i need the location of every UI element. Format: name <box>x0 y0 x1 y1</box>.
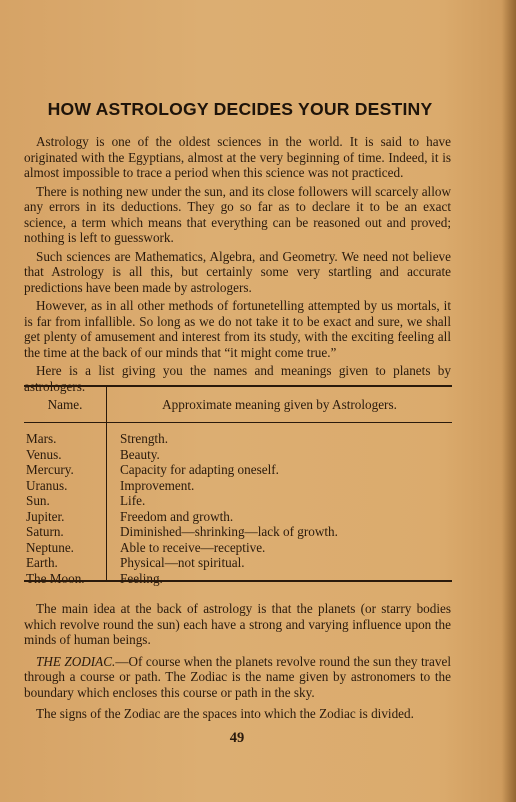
planet-meaning: Beauty. <box>120 446 160 462</box>
planet-name: Venus. <box>26 446 62 462</box>
paragraph: The signs of the Zodiac are the spaces into which the Zodiac is divided. <box>36 706 414 721</box>
zodiac-text <box>24 601 451 728</box>
table-row <box>24 478 452 494</box>
table-row <box>24 447 452 463</box>
zodiac-subheading: THE ZODIAC. <box>36 653 116 669</box>
planet-meaning: Feeling. <box>120 570 163 586</box>
table-row <box>24 540 452 556</box>
table-row <box>24 555 452 571</box>
paragraph: However, as in all other methods of fortunetelling attempted by us mortals, it is far from infallible. So long as we do not take it to be exact and sure, we shall get plenty of amusement and interest from its study, with the exciting feeling all the time at the back of our minds that “it might come true.” <box>24 298 451 360</box>
planet-meaning: Able to receive—receptive. <box>120 539 266 555</box>
planet-meaning: Physical—not spiritual. <box>120 555 245 570</box>
paragraph: Here is a list giving you the names and meanings given to planets by astrologers. <box>24 363 451 394</box>
table-row <box>24 431 452 447</box>
planet-meaning: Improvement. <box>120 477 195 493</box>
paragraph: There is nothing new under the sun, and its close followers will scarcely allow any errors in its deductions. They go so far as to declare it to be an exact science, a term which means that everything can be reasoned out and proved; nothing is left to guesswork. <box>24 183 451 245</box>
planet-name: The Moon. <box>26 570 85 586</box>
page-number: 49 <box>229 730 245 746</box>
column-header-name: Name. <box>47 397 83 412</box>
planet-name: Mercury. <box>26 462 74 477</box>
table-row <box>24 509 452 525</box>
planet-name: Jupiter. <box>26 508 65 524</box>
table-row <box>24 493 452 509</box>
paragraph: Such sciences are Mathematics, Algebra, and Geometry. We need not believe that Astrology is all this, but certainly some very startling and accurate predictions have been made by astrologers. <box>24 248 451 295</box>
table-row <box>24 524 452 540</box>
planet-name: Mars. <box>26 431 57 446</box>
planet-meaning: Life. <box>120 493 146 508</box>
paragraph: Astrology is one of the oldest sciences in the world. It is said to have originated with the Egyptians, almost at the very beginning of time. Indeed, it is almost impossible to trace a period when this science was not practiced. <box>24 134 451 180</box>
column-header-meaning: Approximate meaning given by Astrologers. <box>162 397 397 412</box>
planet-name: Sun. <box>26 493 50 508</box>
paragraph: The main idea at the back of astrology is that the planets (or starry bodies which revolve round the sun) each have a strong and varying influence upon the minds of human beings. <box>24 601 451 647</box>
table-body <box>24 431 452 586</box>
planet-name: Uranus. <box>26 477 68 493</box>
table-header-rule <box>24 422 452 423</box>
planet-meanings-table <box>24 385 452 586</box>
planet-name: Neptune. <box>26 539 74 555</box>
planet-meaning: Strength. <box>120 431 168 446</box>
table-row <box>24 462 452 478</box>
paragraph <box>24 654 451 701</box>
table-row <box>24 571 452 587</box>
planet-name: Saturn. <box>26 524 64 539</box>
planet-name: Earth. <box>26 555 58 570</box>
page-spine-shadow <box>502 0 516 802</box>
planet-meaning: Capacity for adapting oneself. <box>120 462 279 477</box>
intro-text <box>24 134 451 397</box>
chapter-title: HOW ASTROLOGY DECIDES YOUR DESTINY <box>47 99 433 119</box>
planet-meaning: Diminished—shrinking—lack of growth. <box>120 524 338 539</box>
table-top-rule <box>24 385 452 387</box>
planet-meaning: Freedom and growth. <box>120 508 234 524</box>
zodiac-paragraph-text: —Of course when the planets revolve round the sun they travel through a course or path. The Zodiac is the name given by astronomers to the boundary which encloses this course or path in the sky. <box>24 653 451 700</box>
